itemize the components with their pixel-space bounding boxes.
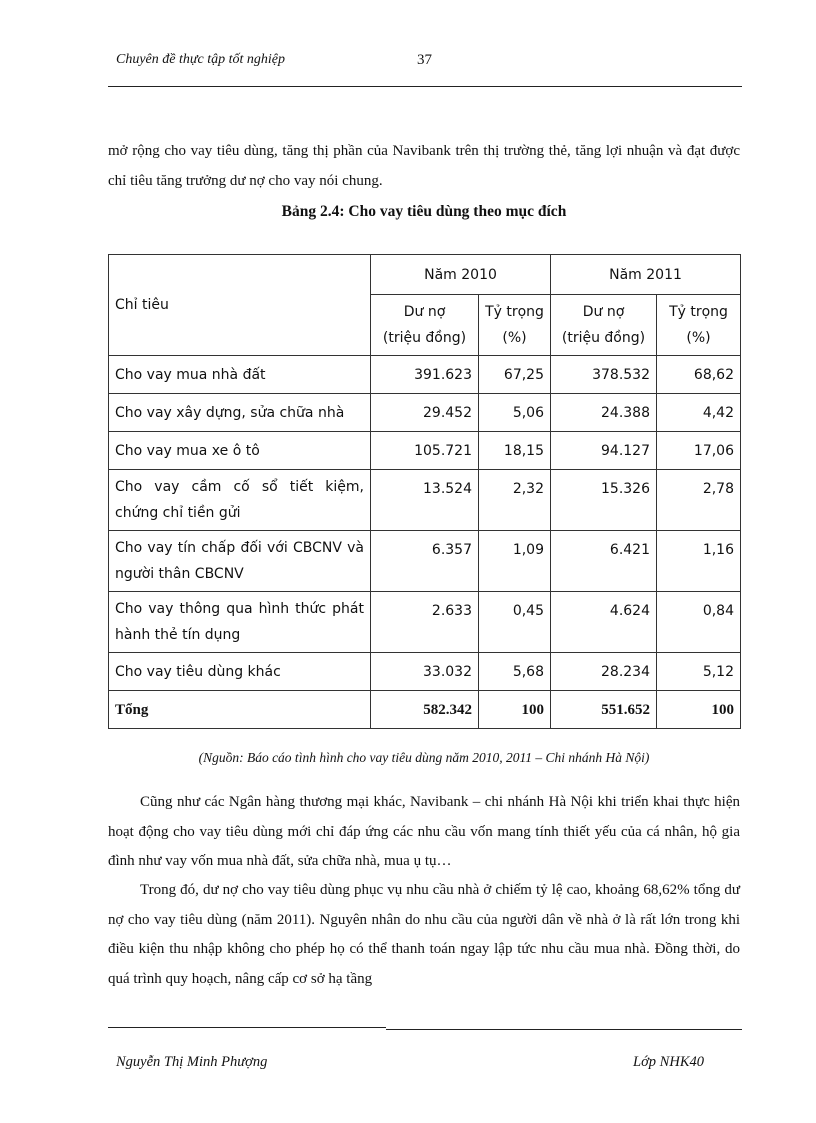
row-share-2010: 5,06 (479, 394, 551, 432)
row-share-2011: 2,78 (657, 470, 741, 531)
row-balance-2011: 378.532 (551, 356, 657, 394)
row-label: Cho vay mua xe ô tô (109, 432, 371, 470)
row-share-2010: 1,09 (479, 531, 551, 592)
table-row (109, 394, 741, 432)
header-balance-2011-line2: (triệu đồng) (561, 330, 646, 346)
body-paragraph: Trong đó, dư nợ cho vay tiêu dùng phục vụ nhu cầu nhà ở chiếm tỷ lệ cao, khoảng 68,62% tổng dư nợ cho vay tiêu dùng (năm 2011). Nguyên nhân do nhu cầu của người dân về nhà ở là rất lớn trong khi điều kiện thu nhập không cho phép họ có thể thanh toán ngay lập tức nhu cầu mua nhà. Đồng thời, do quá trình quy hoạch, nâng cấp cơ sở hạ tầng (108, 882, 740, 987)
row-share-2011: 68,62 (657, 356, 741, 394)
table-row (109, 531, 741, 592)
header-divider (108, 86, 742, 87)
row-share-2010: 18,15 (479, 432, 551, 470)
loan-purpose-table (108, 254, 741, 729)
header-title: Chuyên đề thực tập tốt nghiệp (116, 52, 285, 67)
total-balance-2010: 582.342 (371, 691, 479, 729)
row-label: Cho vay tín chấp đối với CBCNV và người thân CBCNV (109, 531, 371, 592)
table-row (109, 653, 741, 691)
row-balance-2010: 6.357 (371, 531, 479, 592)
table-row (109, 432, 741, 470)
total-share-2010: 100 (479, 691, 551, 729)
row-share-2010: 67,25 (479, 356, 551, 394)
row-balance-2010: 33.032 (371, 653, 479, 691)
intro-paragraph: mở rộng cho vay tiêu dùng, tăng thị phần của Navibank trên thị trường thẻ, tăng lợi nhuận và đạt được chỉ tiêu tăng trưởng dư nợ cho vay nói chung. (108, 143, 740, 189)
header-share-2011-line2: (%) (686, 330, 711, 346)
row-balance-2011: 4.624 (551, 592, 657, 653)
row-label: Cho vay cầm cố sổ tiết kiệm, chứng chỉ tiền gửi (109, 470, 371, 531)
table-row (109, 356, 741, 394)
footer-divider-right (386, 1029, 742, 1030)
row-balance-2010: 13.524 (371, 470, 479, 531)
header-year-2010: Năm 2010 (371, 255, 551, 295)
header-year-2011: Năm 2011 (551, 255, 741, 295)
total-label: Tổng (109, 691, 371, 729)
header-balance-2011 (551, 295, 657, 356)
row-label: Cho vay tiêu dùng khác (109, 653, 371, 691)
table-source-note: (Nguồn: Báo cáo tình hình cho vay tiêu dùng năm 2010, 2011 – Chi nhánh Hà Nội) (198, 750, 650, 765)
footer-author: Nguyễn Thị Minh Phượng (116, 1054, 268, 1070)
row-balance-2011: 6.421 (551, 531, 657, 592)
table-row (109, 470, 741, 531)
header-share-2010 (479, 295, 551, 356)
row-share-2011: 17,06 (657, 432, 741, 470)
footer-divider-left (108, 1027, 386, 1028)
row-balance-2010: 29.452 (371, 394, 479, 432)
row-balance-2010: 391.623 (371, 356, 479, 394)
row-share-2010: 0,45 (479, 592, 551, 653)
header-indicator: Chỉ tiêu (109, 255, 371, 356)
row-share-2011: 0,84 (657, 592, 741, 653)
row-balance-2010: 2.633 (371, 592, 479, 653)
header-share-2010-line1: Tỷ trọng (485, 304, 544, 320)
table-caption: Bảng 2.4: Cho vay tiêu dùng theo mục đích (281, 203, 567, 220)
header-balance-2010-line2: (triệu đồng) (382, 330, 467, 346)
footer-class: Lớp NHK40 (633, 1054, 704, 1070)
table-row (109, 592, 741, 653)
body-paragraph: Cũng như các Ngân hàng thương mại khác, Navibank – chi nhánh Hà Nội khi triển khai thực hiện hoạt động cho vay tiêu dùng mới chỉ đáp ứng các nhu cầu vốn mang tính thiết yếu của cá nhân, hộ gia đình như vay vốn mua nhà đất, sửa chữa nhà, mua ụ tụ… (108, 794, 740, 869)
table-header-row-years (109, 255, 741, 295)
row-balance-2011: 94.127 (551, 432, 657, 470)
row-share-2011: 4,42 (657, 394, 741, 432)
page-number: 37 (417, 52, 432, 68)
row-balance-2011: 28.234 (551, 653, 657, 691)
row-balance-2011: 15.326 (551, 470, 657, 531)
total-share-2011: 100 (657, 691, 741, 729)
header-balance-2010 (371, 295, 479, 356)
row-share-2011: 5,12 (657, 653, 741, 691)
header-share-2011-line1: Tỷ trọng (669, 304, 728, 320)
header-balance-2011-line1: Dư nợ (582, 304, 625, 320)
row-balance-2010: 105.721 (371, 432, 479, 470)
header-share-2010-line2: (%) (502, 330, 527, 346)
row-share-2010: 5,68 (479, 653, 551, 691)
row-label: Cho vay thông qua hình thức phát hành thẻ tín dụng (109, 592, 371, 653)
row-label: Cho vay xây dựng, sửa chữa nhà (109, 394, 371, 432)
header-balance-2010-line1: Dư nợ (403, 304, 446, 320)
row-label: Cho vay mua nhà đất (109, 356, 371, 394)
row-balance-2011: 24.388 (551, 394, 657, 432)
row-share-2010: 2,32 (479, 470, 551, 531)
header-share-2011 (657, 295, 741, 356)
table-total-row (109, 691, 741, 729)
total-balance-2011: 551.652 (551, 691, 657, 729)
row-share-2011: 1,16 (657, 531, 741, 592)
